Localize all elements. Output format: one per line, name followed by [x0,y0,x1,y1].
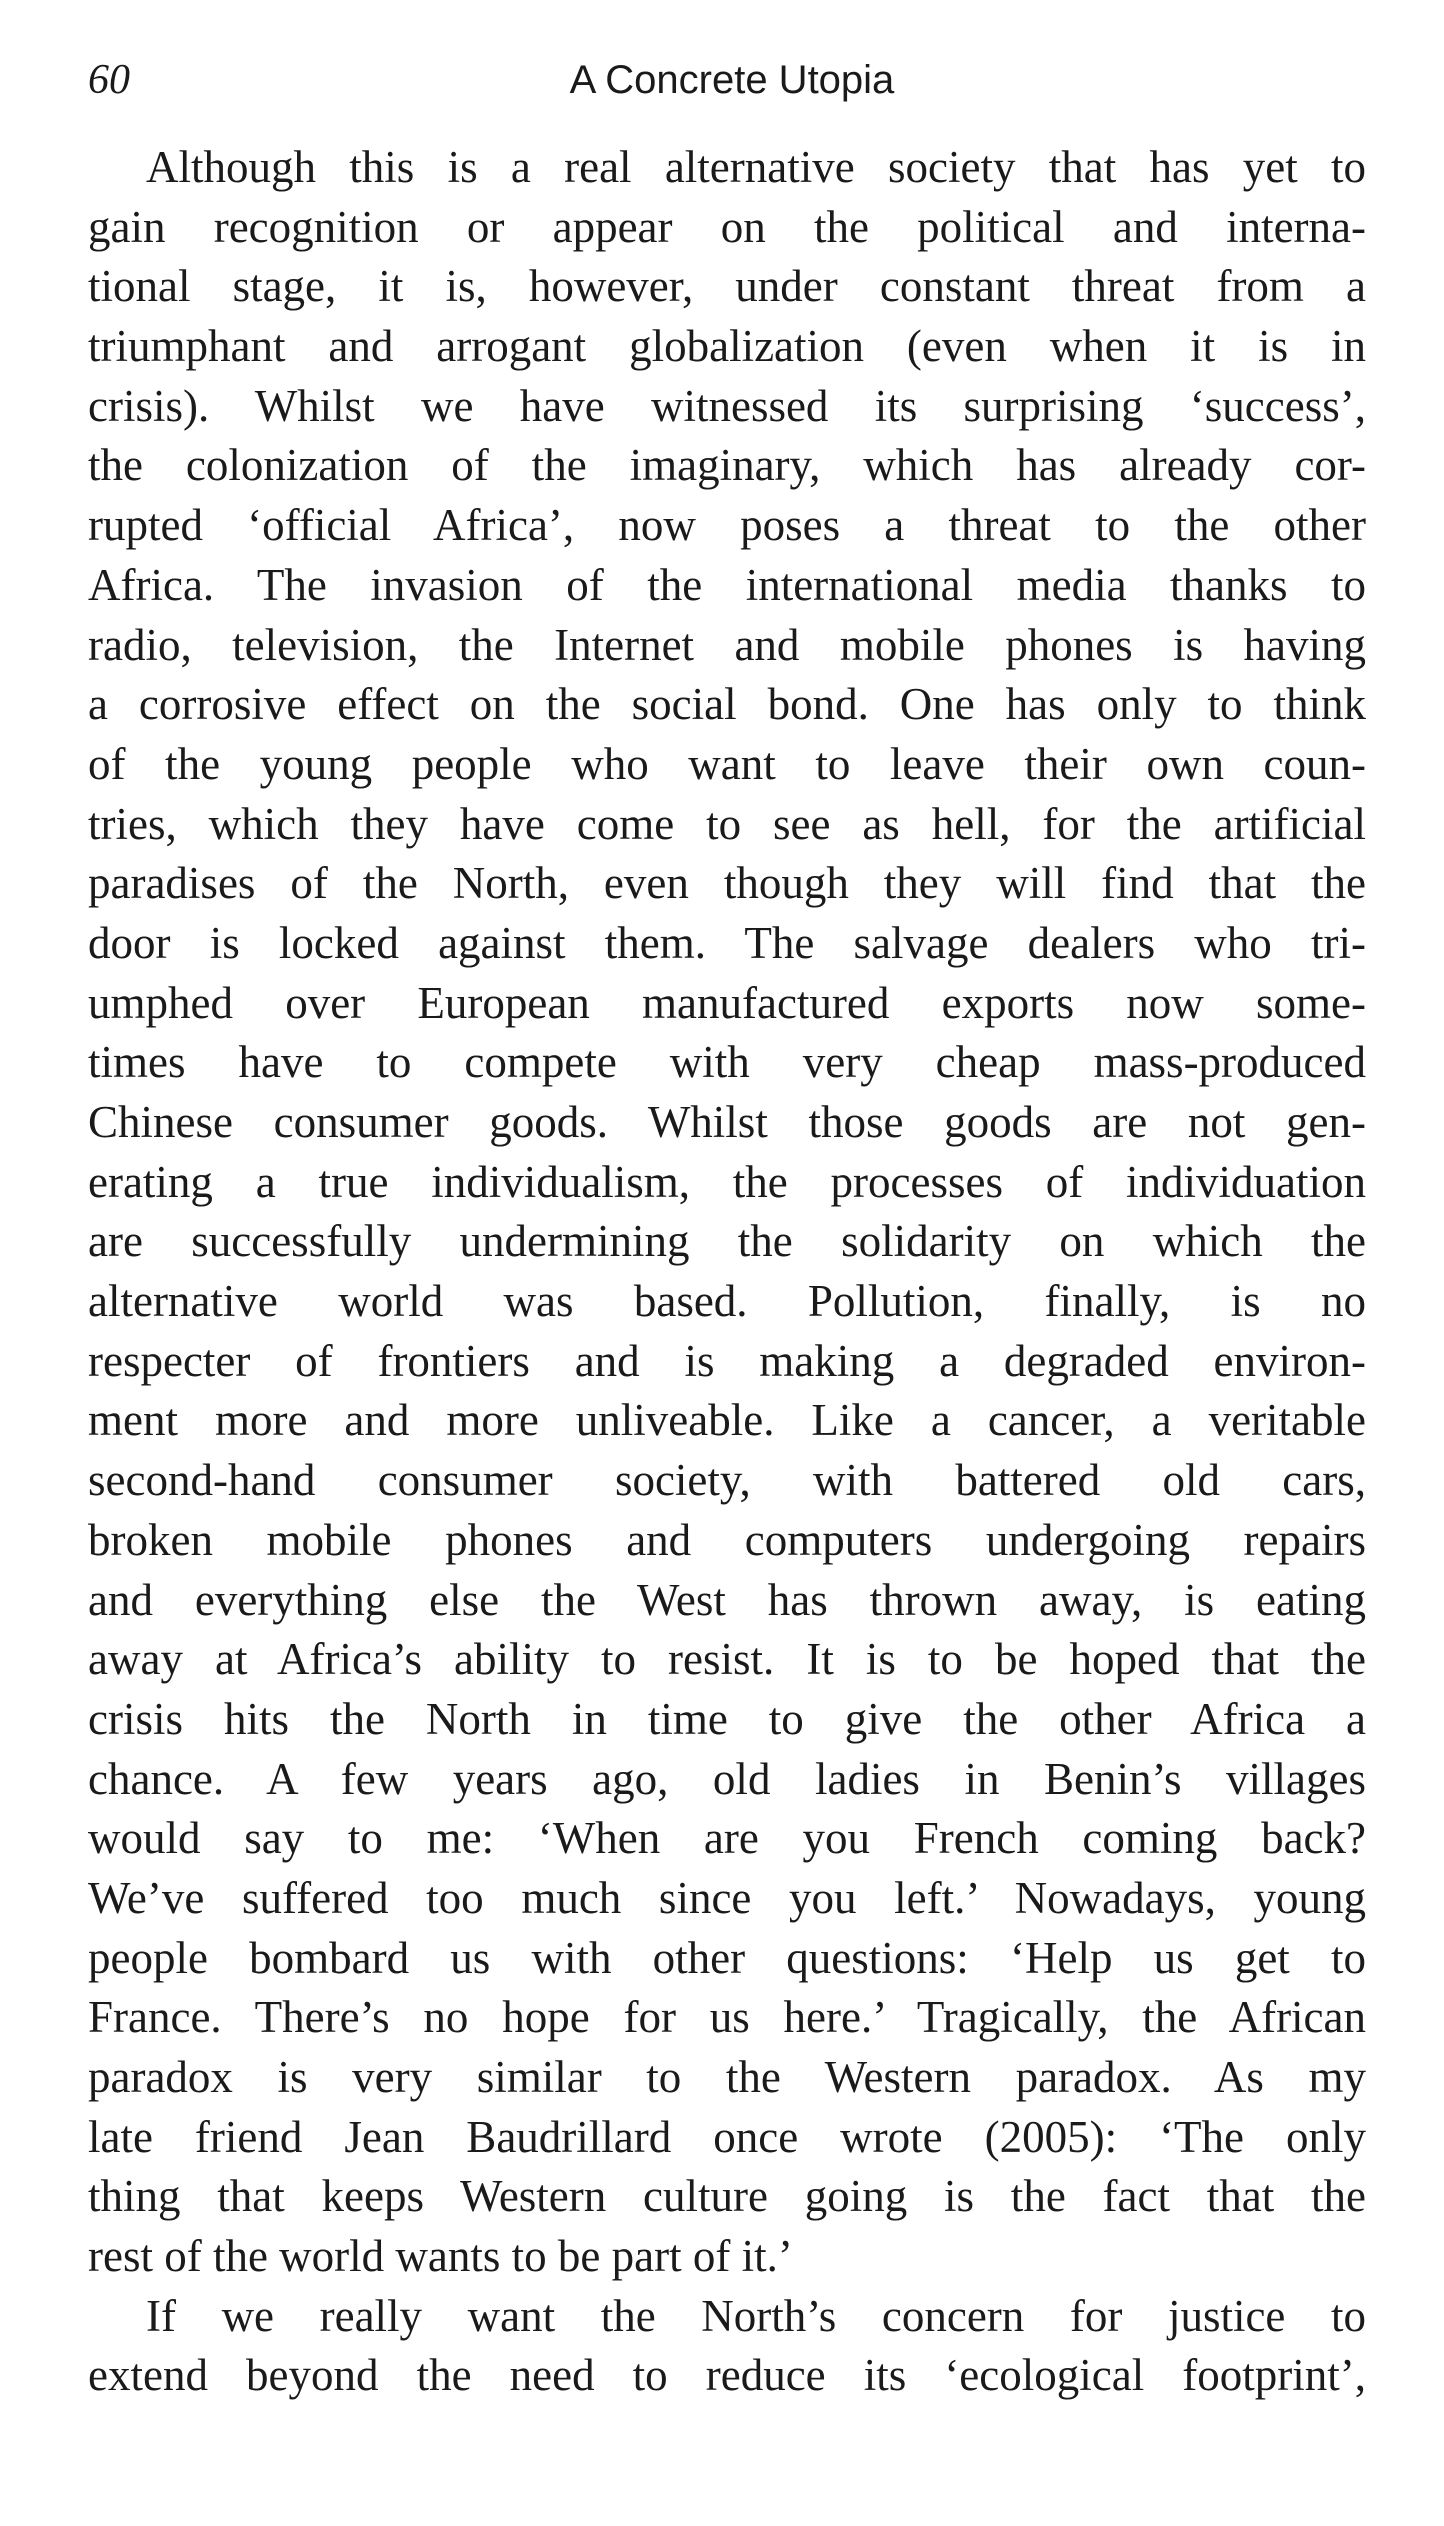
text-line: would say to me: ‘When are you French coming back? [88,1813,1366,1864]
text-line: umphed over European manufactured exports now some- [88,977,1366,1028]
text-line: crisis hits the North in time to give the other Africa a [88,1693,1366,1744]
text-line: Chinese consumer goods. Whilst those goods are not gen- [88,1097,1366,1147]
text-line: alternative world was based. Pollution, finally, is no [88,1276,1366,1327]
text-line: tional stage, it is, however, under constant threat from a [88,261,1366,312]
text-line: late friend Jean Baudrillard once wrote (2005): ‘The only [88,2111,1366,2162]
text-line: respecter of frontiers and is making a degraded environ- [88,1335,1366,1386]
text-line: and everything else the West has thrown away, is eating [88,1574,1366,1625]
running-head [88,52,1356,112]
text-line: second-hand consumer society, with battered old cars, [88,1455,1366,1506]
text-line: door is locked against them. The salvage dealers who tri- [88,917,1366,968]
text-line: paradises of the North, even though they will find that the [88,858,1366,909]
text-line: erating a true individualism, the processes of individuation [88,1156,1366,1207]
text-line: gain recognition or appear on the political and interna- [88,201,1366,252]
text-line: If we really want the North’s concern for justice to [146,2290,1366,2341]
text-line: the colonization of the imaginary, which has already cor- [88,440,1366,491]
text-line: tries, which they have come to see as hell, for the artificial [88,798,1366,849]
text-line: rupted ‘official Africa’, now poses a threat to the other [88,500,1366,551]
text-line: away at Africa’s ability to resist. It is to be hoped that the [88,1634,1366,1685]
text-line: France. There’s no hope for us here.’ Tragically, the African [88,1992,1366,2043]
running-title: A Concrete Utopia [569,58,895,102]
text-line: Although this is a real alternative society that has yet to [146,142,1366,192]
text-line: extend beyond the need to reduce its ‘ecological footprint’, [88,2350,1366,2401]
page-number: 60 [88,57,130,103]
text-line: chance. A few years ago, old ladies in Benin’s villages [88,1753,1366,1804]
text-line: times have to compete with very cheap mass-produced [88,1037,1366,1088]
text-line: paradox is very similar to the Western paradox. As my [88,2052,1366,2102]
text-line: people bombard us with other questions: ‘Help us get to [88,1932,1366,1983]
text-line: broken mobile phones and computers undergoing repairs [88,1514,1366,1565]
text-line: triumphant and arrogant globalization (even when it is in [88,321,1366,372]
text-line: ment more and more unliveable. Like a cancer, a veritable [88,1395,1366,1446]
text-line: We’ve suffered too much since you left.’ Nowadays, young [88,1872,1366,1923]
paragraph [88,138,1366,2287]
text-line: a corrosive effect on the social bond. One has only to think [88,679,1366,730]
text-line: radio, television, the Internet and mobile phones is having [88,619,1366,670]
text-line: crisis). Whilst we have witnessed its surprising ‘success’, [88,380,1366,431]
paragraph [88,2287,1366,2406]
text-line: of the young people who want to leave their own coun- [88,738,1366,789]
text-line: Africa. The invasion of the international media thanks to [88,559,1366,610]
body-text [88,138,1366,2406]
text-line: are successfully undermining the solidarity on which the [88,1216,1366,1267]
text-line: rest of the world wants to be part of it.’ [88,2231,793,2282]
text-line: thing that keeps Western culture going is the fact that the [88,2171,1366,2222]
